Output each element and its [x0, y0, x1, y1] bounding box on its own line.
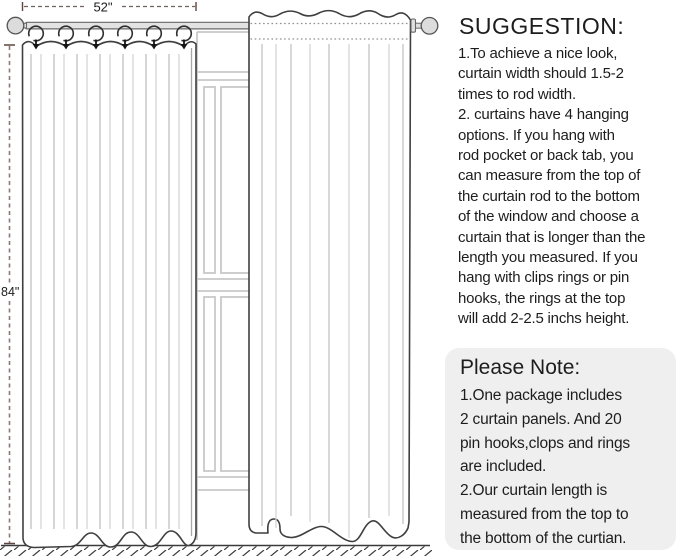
- suggestion-line: 1.To achieve a nice look,: [458, 45, 618, 62]
- rod-finial-left: [7, 17, 24, 34]
- window-pane: [204, 297, 215, 471]
- note-line: 1.One package includes: [460, 387, 622, 404]
- suggestion-line: can measure from the top of: [458, 167, 641, 185]
- suggestion-line: of the window and choose a: [458, 208, 639, 226]
- suggestion-line: hang with clips rings or pin: [458, 269, 630, 287]
- note-line: 2.Our curtain length is: [460, 482, 608, 500]
- suggestion-line: length you measured. If you: [458, 249, 638, 267]
- right-curtain-panel: [249, 11, 411, 542]
- note-line: the bottom of the curtian.: [460, 529, 627, 547]
- note-line: pin hooks,clops and rings: [460, 434, 630, 452]
- note-text: [460, 384, 676, 551]
- suggestion-line: times to rod width.: [458, 85, 576, 103]
- curtain-height-dimension: [0, 45, 21, 544]
- rod-width-dimension: [23, 0, 197, 15]
- suggestion-text: [458, 44, 645, 330]
- note-box: [445, 348, 676, 550]
- suggestion-line: options. If you hang with: [458, 126, 615, 144]
- suggestion-title: SUGGESTION:: [459, 13, 625, 39]
- suggestion-line: curtain that is longer than the: [458, 228, 646, 246]
- suggestion-line: 2. curtains have 4 hanging: [458, 106, 629, 124]
- suggestion-line: hooks, the rings at the top: [458, 289, 626, 307]
- floor-hatching: [0, 547, 432, 556]
- rod-width-label: 52": [93, 0, 113, 15]
- note-line: are included.: [460, 458, 547, 476]
- window-pane: [204, 87, 215, 273]
- note-title: Please Note:: [460, 356, 581, 379]
- note-line: 2 curtain panels. And 20: [460, 410, 622, 428]
- suggestion-line: will add 2-2.5 inchs height.: [458, 310, 630, 328]
- suggestion-line: the curtain rod to the bottom: [458, 187, 640, 205]
- rod-finial-right: [411, 18, 438, 35]
- suggestion-line: rod pocket or back tab, you: [458, 147, 634, 165]
- suggestion-line: curtain width should 1.5-2: [458, 65, 624, 83]
- left-curtain-panel: [23, 42, 197, 548]
- curtain-height-label: 84": [1, 285, 20, 299]
- note-line: measured from the top to: [460, 505, 629, 523]
